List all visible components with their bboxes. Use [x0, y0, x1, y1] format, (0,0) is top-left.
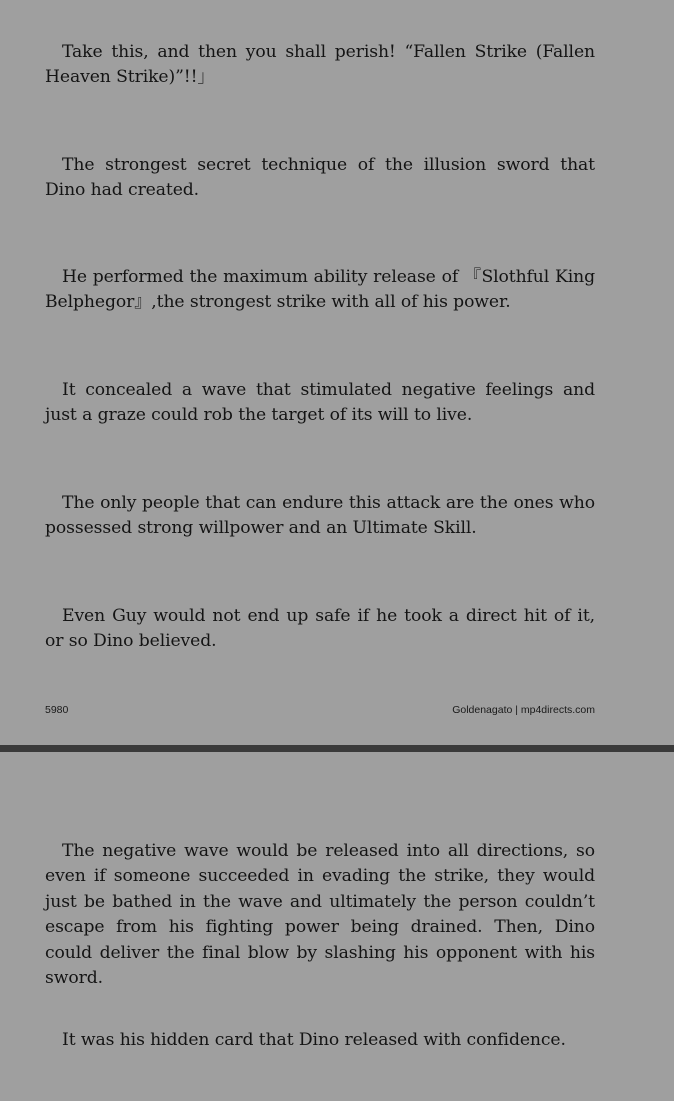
paragraph-secret-technique: The strongest secret technique of the illusion sword that Dino had created. [45, 155, 595, 201]
paragraph-belphegor: He performed the maximum ability release of 『Slothful King Belphegor』,the strongest strike with all of his power. [45, 267, 595, 313]
paragraph-endure-attack: The only people that can endure this attack are the ones who possessed strong willpower and an Ultimate Skill. [45, 493, 595, 539]
paragraph-negative-wave: It concealed a wave that stimulated negative feelings and just a graze could rob the target of its will to live. [45, 380, 595, 426]
paragraph-fallen-strike: Take this, and then you shall perish! “Fallen Strike (Fallen Heaven Strike)”!!」 [45, 42, 595, 88]
paragraph-hidden-card: It was his hidden card that Dino released with confidence. [62, 1030, 566, 1050]
page-credit: Goldenagato | mp4directs.com [452, 704, 595, 716]
bottom-page [0, 752, 674, 1101]
paragraph-wave-released: The negative wave would be released into all directions, so even if someone succeeded in evading the strike, they would just be bathed in the wave and ultimately the person couldn’t escape from his fighting power being drained. Then, Dino could deliver the final blow by slashing his opponent with his sword. [45, 841, 595, 989]
page-number: 5980 [45, 704, 69, 716]
page-divider [0, 745, 674, 752]
paragraph-guy: Even Guy would not end up safe if he took a direct hit of it, or so Dino believed. [45, 606, 595, 652]
